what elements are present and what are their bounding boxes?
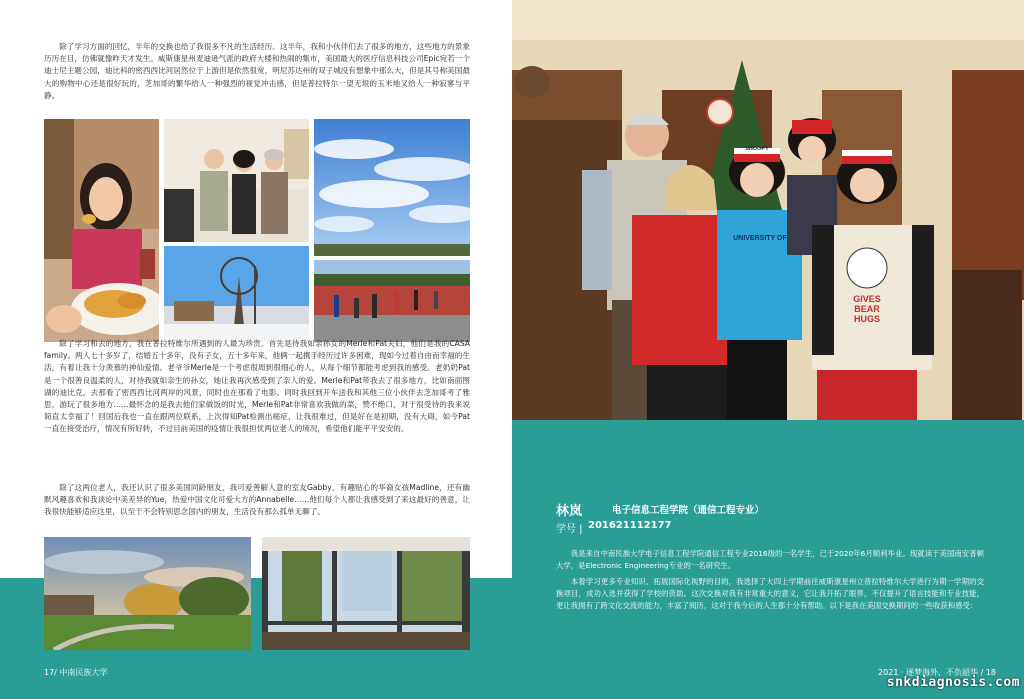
photo-campus-lawn xyxy=(44,537,251,650)
shirt-text-line-3: HUGS xyxy=(853,314,880,324)
student-id-label: 学号 | xyxy=(556,524,583,535)
photo-girl-eating xyxy=(44,119,159,342)
photo-sky-clouds xyxy=(314,119,470,256)
photo-running-track xyxy=(314,260,470,342)
tshirt-text: UNIVERSITY OF xyxy=(733,235,787,242)
student-id: 201621112177 xyxy=(588,520,672,531)
paragraph-life-experiences: 除了学习方面的回忆，半年的交换也给了我很多不凡的生活经历。这半年，我和小伙伴们去了很多的地方，这些地方的景象历历在目，仿佛就像昨天才发生。威斯康星州麦迪逊气派的政府大楼和热闹的集市，美国最大的医疗信息科技公司Epic宛若一个迪士尼主题公园，迪比科的密西西比河居然位于上游但是依然很宽，明尼苏达州的双子城没有想象中那么大，但是其号称美国最大的购物中心还是很好玩的，芝加哥的繁华给人一种强烈的视觉冲击感，但是普拉特尔一望无垠的玉米地又给人一种寂寥与平静。 xyxy=(44,42,470,100)
paragraph-introduction: 我是来自中南民族大学电子信息工程学院通信工程专业2016级的一名学生，已于2020年6月顺利毕业。现就读于美国南安普顿大学，是Electronic Engineering专业的一名研究生。 xyxy=(556,549,984,571)
hat-text: SNOOPY xyxy=(745,146,769,152)
photo-screened-porch xyxy=(262,537,470,650)
photo-winter-street xyxy=(164,246,309,342)
watermark: snkdiagnosis.com xyxy=(886,675,1020,690)
photo-host-family xyxy=(164,119,309,242)
student-name: 林岚 xyxy=(556,504,583,519)
photo-family-christmas xyxy=(512,0,1024,420)
shirt-text-line-1: GIVES xyxy=(853,294,881,304)
student-major: 电子信息工程学院（通信工程专业） xyxy=(612,505,765,516)
page-footer-right: 2021 · 逐梦海外，不负韶华 / 18 xyxy=(878,668,996,677)
paragraph-friends: 除了这两位老人，我还认识了很多美国同龄朋友，我可爱善解人意的室友Gabby，有趣贴心的华裔女孩Madline，还有幽默风趣喜欢和我谈论中美差异的Yue，热爱中国文化可爱大方的Annabelle……他们每个人都让我感受到了来这最好的善意，让我很快能够适应这里，以至于不会特别思念国内的朋友，生活没有那么孤单无聊了。 xyxy=(44,483,470,517)
right-page xyxy=(512,0,1024,699)
paragraph-exchange-purpose: 本着学习更多专业知识、拓展国际化视野的目的，我选择了大四上学期前往威斯康星州立普拉特维尔大学进行为期一学期的交换项目，成功入选并获得了学校的资助。这次交换对我有非常重大的意义，它让我开拓了眼界，不仅提升了语言技能和专业技能，更让我拥有了跨文化交流的能力，丰富了阅历，这对于我今后的人生都十分有帮助。以下是我在美国交换期间的一些收获和感受： xyxy=(556,577,984,611)
shirt-text-line-2: BEAR xyxy=(854,304,880,314)
paragraph-host-family: 除了学习和去的地方，我在普拉特维尔所遇到的人最为珍贵。首先是待我如亲孙女的Merle和Pat夫妇，他们是我的CASA family。两人七十多岁了，结婚五十多年，没有子女，五十多年来，他俩一起携手经历过许多困难，现如今过着自由而幸福的生活，有着让我十分羡慕的神仙爱情。老爷爷Merle是一个考虑很周到很细心的人，从每个细节都能考虑到我的感受。老奶奶Pat是一个很善良温柔的人，对待我就如亲生的孙女，她让我再次感受到了亲人的爱。Merle和Pat带我去了很多地方，比如南面图湖的迪比克，去那看了密西西比河两岸的风景，同时也在那看了电影。同时我回到开车送我和其他三位小伙伴去芝加哥考了雅思，游玩了很多地方……最怀念的是我去他们家做饭的时光，Merle和Pat非常喜欢我做的菜，赞不绝口，对于很受待的我来说简直太幸福了！回国后我也一直在跟两位联系，上次得知Pat检测出癌症，让我很难过，但是好在是初期，没有大碍，如今Pat一直在接受治疗，情况有所好转，不过目前美国的疫情让我很担忧两位老人的境况，希望他们能平平安安的。 xyxy=(44,339,470,434)
shirt-text xyxy=(840,294,894,324)
page-footer-left: 17/ 中南民族大学 xyxy=(44,668,108,677)
